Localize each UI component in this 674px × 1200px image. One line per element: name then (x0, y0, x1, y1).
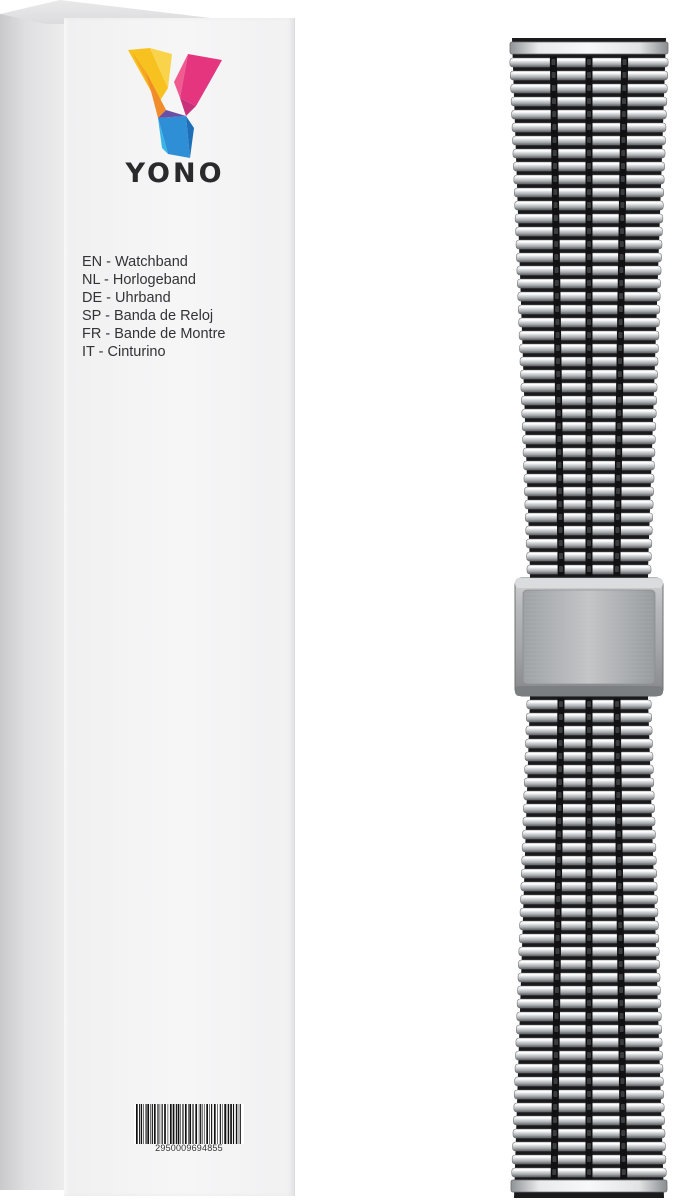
language-line-sp: SP - Banda de Reloj (82, 308, 214, 324)
product-box (0, 0, 295, 1196)
brand-name: YONO (125, 158, 225, 189)
barcode-number: 2950009694855 (155, 1143, 223, 1153)
language-line-nl: NL - Horlogeband (82, 272, 196, 288)
stainless-steel-watch-strap-icon (505, 38, 674, 1198)
language-list (82, 253, 225, 361)
box-front-panel (64, 18, 295, 1196)
box-side-panel (0, 10, 64, 1190)
yono-y-logo-icon (128, 48, 222, 160)
language-line-de: DE - Uhrband (82, 290, 171, 306)
language-line-en: EN - Watchband (82, 254, 188, 270)
barcode-icon (134, 1104, 244, 1144)
language-line-it: IT - Cinturino (82, 344, 166, 360)
language-line-fr: FR - Bande de Montre (82, 326, 226, 342)
